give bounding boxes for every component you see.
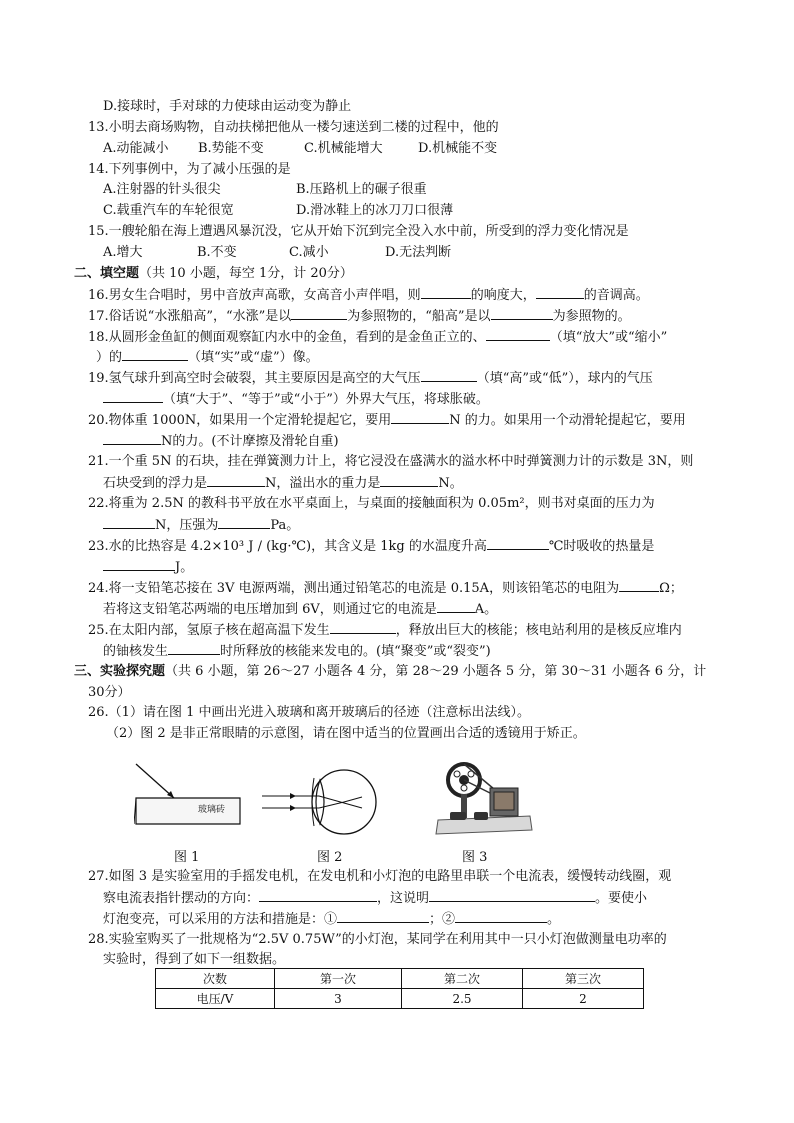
q18-blank-1[interactable] xyxy=(486,327,550,341)
table-cell: 3 xyxy=(275,989,402,1009)
q17-text-2: 为参照物的，“船高”是以 xyxy=(347,309,491,324)
q27-line-2 xyxy=(103,888,647,909)
q14-option-d: D.滑冰鞋上的冰刀刀口很薄 xyxy=(296,203,454,218)
q22-line-2 xyxy=(103,515,299,536)
q21-text-4: N。 xyxy=(438,476,463,491)
q20-text-2: N 的力。如果用一个动滑轮提起它，要用 xyxy=(449,413,686,428)
q25-line-2 xyxy=(103,641,491,662)
q22-blank-1[interactable] xyxy=(103,515,155,529)
table-header-cell: 次数 xyxy=(156,969,275,989)
q24-text-2: Ω； xyxy=(659,581,683,596)
q18-text-4: （填“实”或“虚”）像。 xyxy=(188,350,319,365)
q25-line-1 xyxy=(88,620,682,641)
q19-line-2 xyxy=(103,389,489,410)
figure-1-caption: 图 1 xyxy=(174,850,200,865)
q15-option-b: B.不变 xyxy=(197,245,237,260)
q27-text-2: 察电流表指针摆动的方向： xyxy=(103,891,260,906)
q14-stem: 14.下列事例中，为了减小压强的是 xyxy=(88,162,291,177)
q15-option-a: A.增大 xyxy=(103,245,143,260)
q20-text-3: N的力。(不计摩擦及滑轮自重) xyxy=(161,434,339,449)
q20-blank-2[interactable] xyxy=(103,431,161,445)
q17-text-3: 为参照物的。 xyxy=(552,309,631,324)
q18-blank-2[interactable] xyxy=(122,347,188,361)
q14-row2 xyxy=(103,201,453,221)
q27-text-5: 灯泡变亮，可以采用的方法和措施是：① xyxy=(103,912,338,927)
q27-blank-4[interactable] xyxy=(455,909,547,923)
q25-blank-1[interactable] xyxy=(330,620,396,634)
table-header-row xyxy=(156,969,644,989)
q23-text-3: J。 xyxy=(175,560,194,575)
table-header-cell: 第三次 xyxy=(523,969,644,989)
q24-line-2 xyxy=(103,599,497,620)
q20-line-2 xyxy=(103,431,339,452)
q22-text-3: Pa。 xyxy=(270,518,300,533)
q27-line-3 xyxy=(103,909,560,930)
q25-text-2: ，释放出巨大的核能；核电站利用的是核反应堆内 xyxy=(395,623,682,638)
ray-arrow-lower-icon xyxy=(290,805,296,811)
section-3-note-2: 30分） xyxy=(88,685,131,700)
q19-line-1 xyxy=(88,368,653,389)
q13-option-c: C.机械能增大 xyxy=(304,141,383,156)
section-2-title: 二、填空题 xyxy=(74,266,140,281)
q25-text-1: 25.在太阳内部，氢原子核在超高温下发生 xyxy=(88,623,330,638)
section-3-note-1: （共 6 小题，第 26～27 小题各 4 分，第 28～29 小题各 5 分，第 30～31 小题各 6 分，计 xyxy=(165,664,707,679)
q22-line-1: 22.将重为 2.5N 的教科书平放在水平桌面上，与桌面的接触面积为 0.05m²，则书对桌面的压力为 xyxy=(88,496,655,511)
q22-text-2: N，压强为 xyxy=(155,518,219,533)
q15-option-d: D.无法判断 xyxy=(385,245,452,260)
q27-text-7: 。 xyxy=(547,912,561,927)
q23-text-2: ℃时吸收的热量是 xyxy=(548,539,655,554)
q23-blank-2[interactable] xyxy=(103,557,175,571)
q13-option-a: A.动能减小 xyxy=(103,141,169,156)
q21-line-1: 21.一个重 5N 的石块，挂在弹簧测力计上，将它浸没在盛满水的溢水杯中时弹簧测力计的示数是 3N，则 xyxy=(88,454,694,469)
q27-blank-3[interactable] xyxy=(337,909,429,923)
q25-blank-2[interactable] xyxy=(168,641,220,655)
q16-text-2: 的响度大， xyxy=(470,288,536,303)
q16-text-3: 的音调高。 xyxy=(583,288,649,303)
q26-part-1: 26.（1）请在图 1 中画出光进入玻璃和离开玻璃后的径迹（注意标出法线）。 xyxy=(88,705,530,720)
q14-row1 xyxy=(103,180,427,200)
q14-option-b: B.压路机上的碾子很重 xyxy=(296,182,427,197)
q13-stem: 13.小明去商场购物，自动扶梯把他从一楼匀速送到二楼的过程中，他的 xyxy=(88,120,499,135)
q17-text-1: 17.俗话说“水涨船高”，“水涨”是以 xyxy=(88,309,292,324)
measurement-table xyxy=(155,968,644,1009)
q23-text-1: 23.水的比热容是 4.2×10³ J / (kg·℃)，其含义是 1kg 的水温度升高 xyxy=(88,539,487,554)
figure-3-caption: 图 3 xyxy=(462,850,488,865)
q28-line-1: 28.实验室购买了一批规格为“2.5V 0.75W”的小灯泡，某同学在利用其中一只小灯泡做测量电功率的 xyxy=(88,932,667,947)
q24-line-1 xyxy=(88,578,683,599)
q18-line-1 xyxy=(88,327,667,348)
q15-stem: 15.一艘轮船在海上遭遇风暴沉没，它从开始下沉到完全没入水中前，所受到的浮力变化情况是 xyxy=(88,224,629,239)
section-3-heading xyxy=(74,662,706,682)
q21-line-2 xyxy=(103,473,463,494)
q18-text-2: （填“放大”或“缩小” xyxy=(549,330,668,345)
q24-text-3: 若将这支铅笔芯两端的电压增加到 6V，则通过它的电流是 xyxy=(103,602,437,617)
incident-ray xyxy=(136,764,174,798)
q20-line-1 xyxy=(88,410,686,431)
table-header-cell: 第二次 xyxy=(402,969,523,989)
q18-text-1: 18.从圆形金鱼缸的侧面观察缸内水中的金鱼，看到的是金鱼正立的、 xyxy=(88,330,486,345)
q21-blank-2[interactable] xyxy=(380,473,438,487)
section-3-title: 三、实验探究题 xyxy=(74,664,166,679)
eye-lens xyxy=(316,780,324,824)
q16-blank-2[interactable] xyxy=(536,285,584,299)
q14-option-c: C.载重汽车的车轮很宽 xyxy=(103,203,234,218)
q27-blank-2[interactable] xyxy=(429,888,595,902)
table-row xyxy=(156,989,644,1009)
q21-text-3: N，溢出水的重力是 xyxy=(265,476,381,491)
table-header-cell: 第一次 xyxy=(275,969,402,989)
q21-blank-1[interactable] xyxy=(207,473,265,487)
q21-text-2: 石块受到的浮力是 xyxy=(103,476,208,491)
q15-options xyxy=(103,243,451,263)
q19-text-3: （填“大于”、“等于”或“小于”）外界大气压，将球胀破。 xyxy=(163,392,489,407)
q19-text-1: 19.氢气球升到高空时会破裂，其主要原因是高空的大气压 xyxy=(88,371,421,386)
q13-option-b: B.势能不变 xyxy=(198,141,264,156)
figure-1-glass-block[interactable] xyxy=(134,758,242,840)
q22-blank-2[interactable] xyxy=(218,515,270,529)
q23-blank-1[interactable] xyxy=(487,536,549,550)
q26-part-2: （2）图 2 是非正常眼睛的示意图，请在图中适当的位置画出合适的透镜用于矫正。 xyxy=(106,726,586,741)
figure-2-caption: 图 2 xyxy=(317,850,343,865)
q16-text-1: 16.男女生合唱时，男中音放声高歌，女高音小声伴唱，则 xyxy=(88,288,421,303)
q18-text-3: ）的 xyxy=(96,350,123,365)
q27-text-3: ，这说明 xyxy=(377,891,430,906)
q16-blank-1[interactable] xyxy=(421,285,471,299)
q12-option-d: D.接球时，手对球的力使球由运动变为静止 xyxy=(103,99,352,114)
q24-text-1: 24.将一支铅笔芯接在 3V 电源两端，测出通过铅笔芯的电流是 0.15A，则该铅笔芯的电阻为 xyxy=(88,581,620,596)
q23-line-2 xyxy=(103,557,193,578)
q13-option-d: D.机械能不变 xyxy=(418,141,498,156)
table-cell: 电压/V xyxy=(156,989,275,1009)
q19-blank-2[interactable] xyxy=(103,389,163,403)
q27-blank-1[interactable] xyxy=(259,888,377,902)
q17 xyxy=(88,306,631,327)
q25-text-3: 的铀核发生 xyxy=(103,644,169,659)
q17-blank-1[interactable] xyxy=(291,306,347,320)
q20-blank-1[interactable] xyxy=(391,410,449,424)
q19-text-2: （填“高”或“低”），球内的气压 xyxy=(476,371,653,386)
figure-3-hand-generator[interactable] xyxy=(434,758,534,838)
table-cell: 2 xyxy=(523,989,644,1009)
q24-blank-2[interactable] xyxy=(437,599,475,613)
figure-2-eye[interactable] xyxy=(262,766,386,846)
q15-option-c: C.减小 xyxy=(289,245,329,260)
q20-text-1: 20.物体重 1000N，如果用一个定滑轮提起它，要用 xyxy=(88,413,392,428)
q19-blank-1[interactable] xyxy=(421,368,477,382)
q17-blank-2[interactable] xyxy=(491,306,553,320)
q24-blank-1[interactable] xyxy=(619,578,659,592)
q23-line-1 xyxy=(88,536,654,557)
q27-text-4: 。要使小 xyxy=(595,891,648,906)
ray-arrow-upper-icon xyxy=(290,793,296,799)
q24-text-4: A。 xyxy=(474,602,498,617)
q28-line-2: 实验时，得到了如下一组数据。 xyxy=(103,952,286,967)
q13-options xyxy=(103,139,497,159)
section-2-note: （共 10 小题，每空 1分，计 20分） xyxy=(139,266,353,281)
q27-text-6: ；② xyxy=(429,912,456,927)
q16 xyxy=(88,285,649,306)
q25-text-4: 时所释放的核能来发电的。(填“聚变”或“裂变”) xyxy=(220,644,491,659)
q27-line-1: 27.如图 3 是实验室用的手摇发电机，在发电机和小灯泡的电路里串联一个电流表，缓慢转动线圈，观 xyxy=(88,869,672,884)
table-cell: 2.5 xyxy=(402,989,523,1009)
q18-line-2 xyxy=(96,347,319,368)
cornea xyxy=(312,778,314,826)
q14-option-a: A.注射器的针头很尖 xyxy=(103,182,221,197)
glass-label: 玻璃砖 xyxy=(198,805,226,815)
section-2-heading xyxy=(74,264,353,284)
